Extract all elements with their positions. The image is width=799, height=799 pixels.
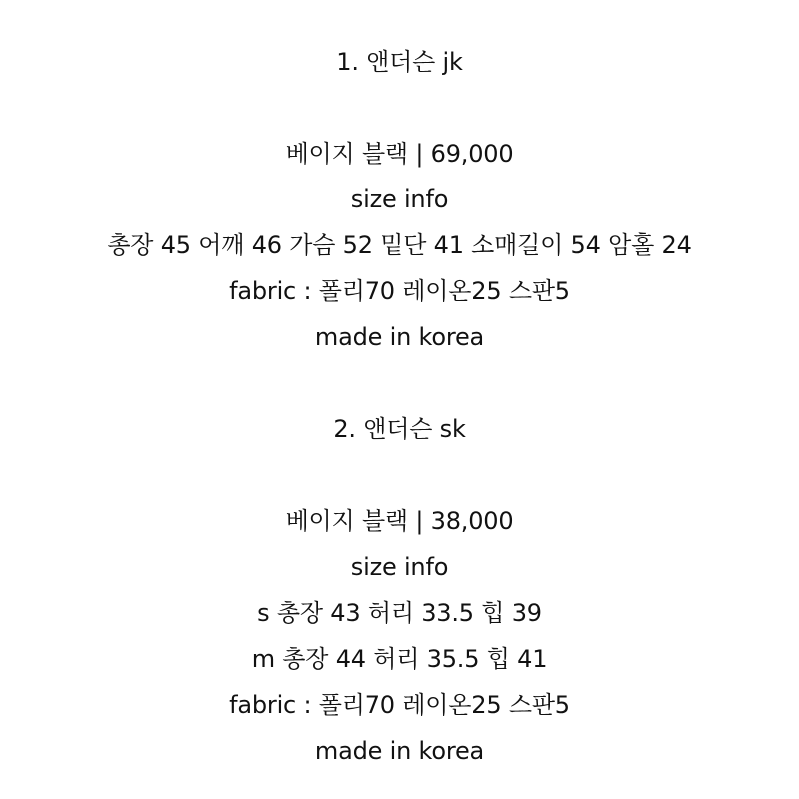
product-2-size-m: m 총장 44 허리 35.5 힙 41	[251, 645, 548, 673]
product-2-title: 2. 앤더슨 sk	[333, 415, 466, 443]
product-1-size-info: 총장 45 어깨 46 가슴 52 밑단 41 소매길이 54 암홀 24	[107, 231, 692, 259]
product-1-origin: made in korea	[314, 323, 485, 351]
product-2-fabric: fabric : 폴리70 레이온25 스판5	[229, 691, 570, 719]
product-2-size-label: size info	[350, 553, 449, 581]
product-2-price: 베이지 블랙 | 38,000	[285, 507, 514, 535]
product-1-price: 베이지 블랙 | 69,000	[285, 140, 514, 168]
product-1-size-label: size info	[350, 185, 449, 213]
product-2-size-s: s 총장 43 허리 33.5 힙 39	[257, 599, 542, 627]
product-2-origin: made in korea	[314, 737, 485, 765]
product-1-title: 1. 앤더슨 jk	[336, 48, 463, 76]
product-1-fabric: fabric : 폴리70 레이온25 스판5	[229, 277, 570, 305]
